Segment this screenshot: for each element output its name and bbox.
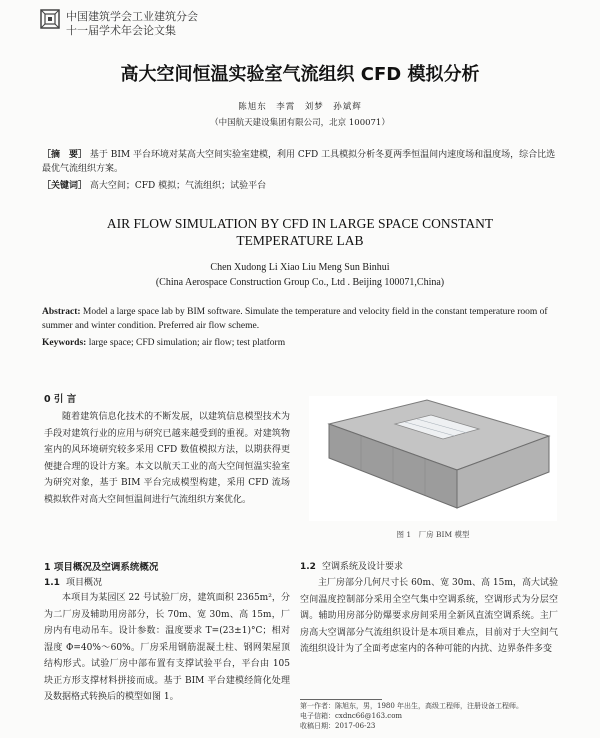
section-0-paragraph: 随着建筑信息化技术的不断发展，以建筑信息模型技术为手段对建筑行业的应用与研究已越来越受到的重视。对建筑物室内的风环境研究较多采用 CFD 数值模拟方法，以期获得更便捷合理的设计方案。本文以航天工业的高大空间恒温实验室为研究对象，基于 BIM 平台完成模型构建，采用 CFD 流场模拟软件对高大空间恒温间进行气流组织方案优化。 [44,412,290,505]
authors-en: Chen Xudong Li Xiao Liu Meng Sun Binhui [210,262,390,273]
affiliation-en: (China Aerospace Construction Group Co., Ltd . Beijing 100071,China) [155,277,445,288]
abstract-en [42,305,558,333]
header-proceedings: 十一届学术年会论文集 [66,24,176,37]
society-logo-icon [40,9,60,29]
keywords-zh [42,179,562,193]
footnote-email: 电子信箱：cxdnc66@163.com [300,712,403,720]
section-1-2-title: 空调系统及设计要求 [321,562,403,572]
keywords-en [42,338,558,348]
abstract-en-label: Abstract: [42,307,81,317]
section-1-1-paragraph: 本项目为某园区 22 号试验厂房，建筑面积 2365m²，分为二厂房及辅助用房部分，长 70m、宽 30m、高 15m，厂房内有电动吊车。设计参数：温度要求 T=(23±1)°C；相对湿度 Φ=40%～60%。厂房采用钢筋混凝土柱、钢网架屋顶结构形式。试验厂房中部布置有支撑试验平台，平台由 105 块正方形支撑材料拼接而成。基于 BIM 平台建模经简化处理及数据格式转换后的模型如图 1。 [44,593,290,702]
figure-caption: 图 1 厂房 BIM 模型 [396,530,470,539]
abstract-zh [42,148,562,176]
keywords-en-label: Keywords: [42,338,87,348]
section-0-heading: 0 引 言 [44,394,77,405]
title-en-line1: AIR FLOW SIMULATION BY CFD IN LARGE SPACE CONSTANT [106,216,494,231]
keywords-zh-label: ［关键词］ [42,181,88,191]
section-1-2-paragraph: 主厂房部分几何尺寸长 60m、宽 30m、高 15m，高大试验空间温度控制部分采用全空气集中空调系统，空调形式为分层空调。辅助用房部分防爆要求房间采用全新风直流空调系统。主厂房高大空调部分气流组织设计是本项目难点，目前对于大空间气流组织设计为了全面考虑室内的各种可能的内扰、边界条件多变 [300,578,558,654]
footnote-author: 第一作者：陈旭东，男，1980 年出生，高级工程师，注册设备工程师。 [300,702,524,710]
title-en-line2: TEMPERATURE LAB [236,233,364,248]
page-title: 高大空间恒温实验室气流组织 CFD 模拟分析 [120,64,480,85]
section-1-1-number: 1.1 [44,578,60,588]
footnote-received: 收稿日期：2017-06-23 [300,722,376,730]
title-en [0,215,600,249]
keywords-en-text: large space; CFD simulation; air flow; test platform [88,338,286,348]
abstract-en-text: Model a large space lab by BIM software. Simulate the temperature and velocity field in the constant temperature room of summer and winter condition. Preferred air flow scheme. [42,307,548,331]
footnote-divider [300,699,382,700]
header-society: 中国建筑学会工业建筑分会 [66,10,198,23]
abstract-zh-label: ［摘 要］ [42,150,88,160]
section-1-heading: 1 项目概况及空调系统概况 [44,562,159,573]
authors-zh: 陈旭东 李霄 刘梦 孙斌辉 [238,102,362,112]
section-1-2-number: 1.2 [300,562,316,572]
affiliation-zh: （中国航天建设集团有限公司，北京 100071） [210,118,390,128]
section-1-2-heading [300,559,403,572]
keywords-zh-text: 高大空间；CFD 模拟；气流组织；试验平台 [89,181,267,191]
abstract-zh-text: 基于 BIM 平台环境对某高大空间实验室建模，利用 CFD 工具模拟分析冬夏两季恒温间内速度场和温度场，综合比选最优气流组织方案。 [42,150,556,174]
bim-model-figure [309,396,557,521]
section-1-1-heading [44,575,102,588]
section-1-1-title: 项目概况 [65,578,102,588]
